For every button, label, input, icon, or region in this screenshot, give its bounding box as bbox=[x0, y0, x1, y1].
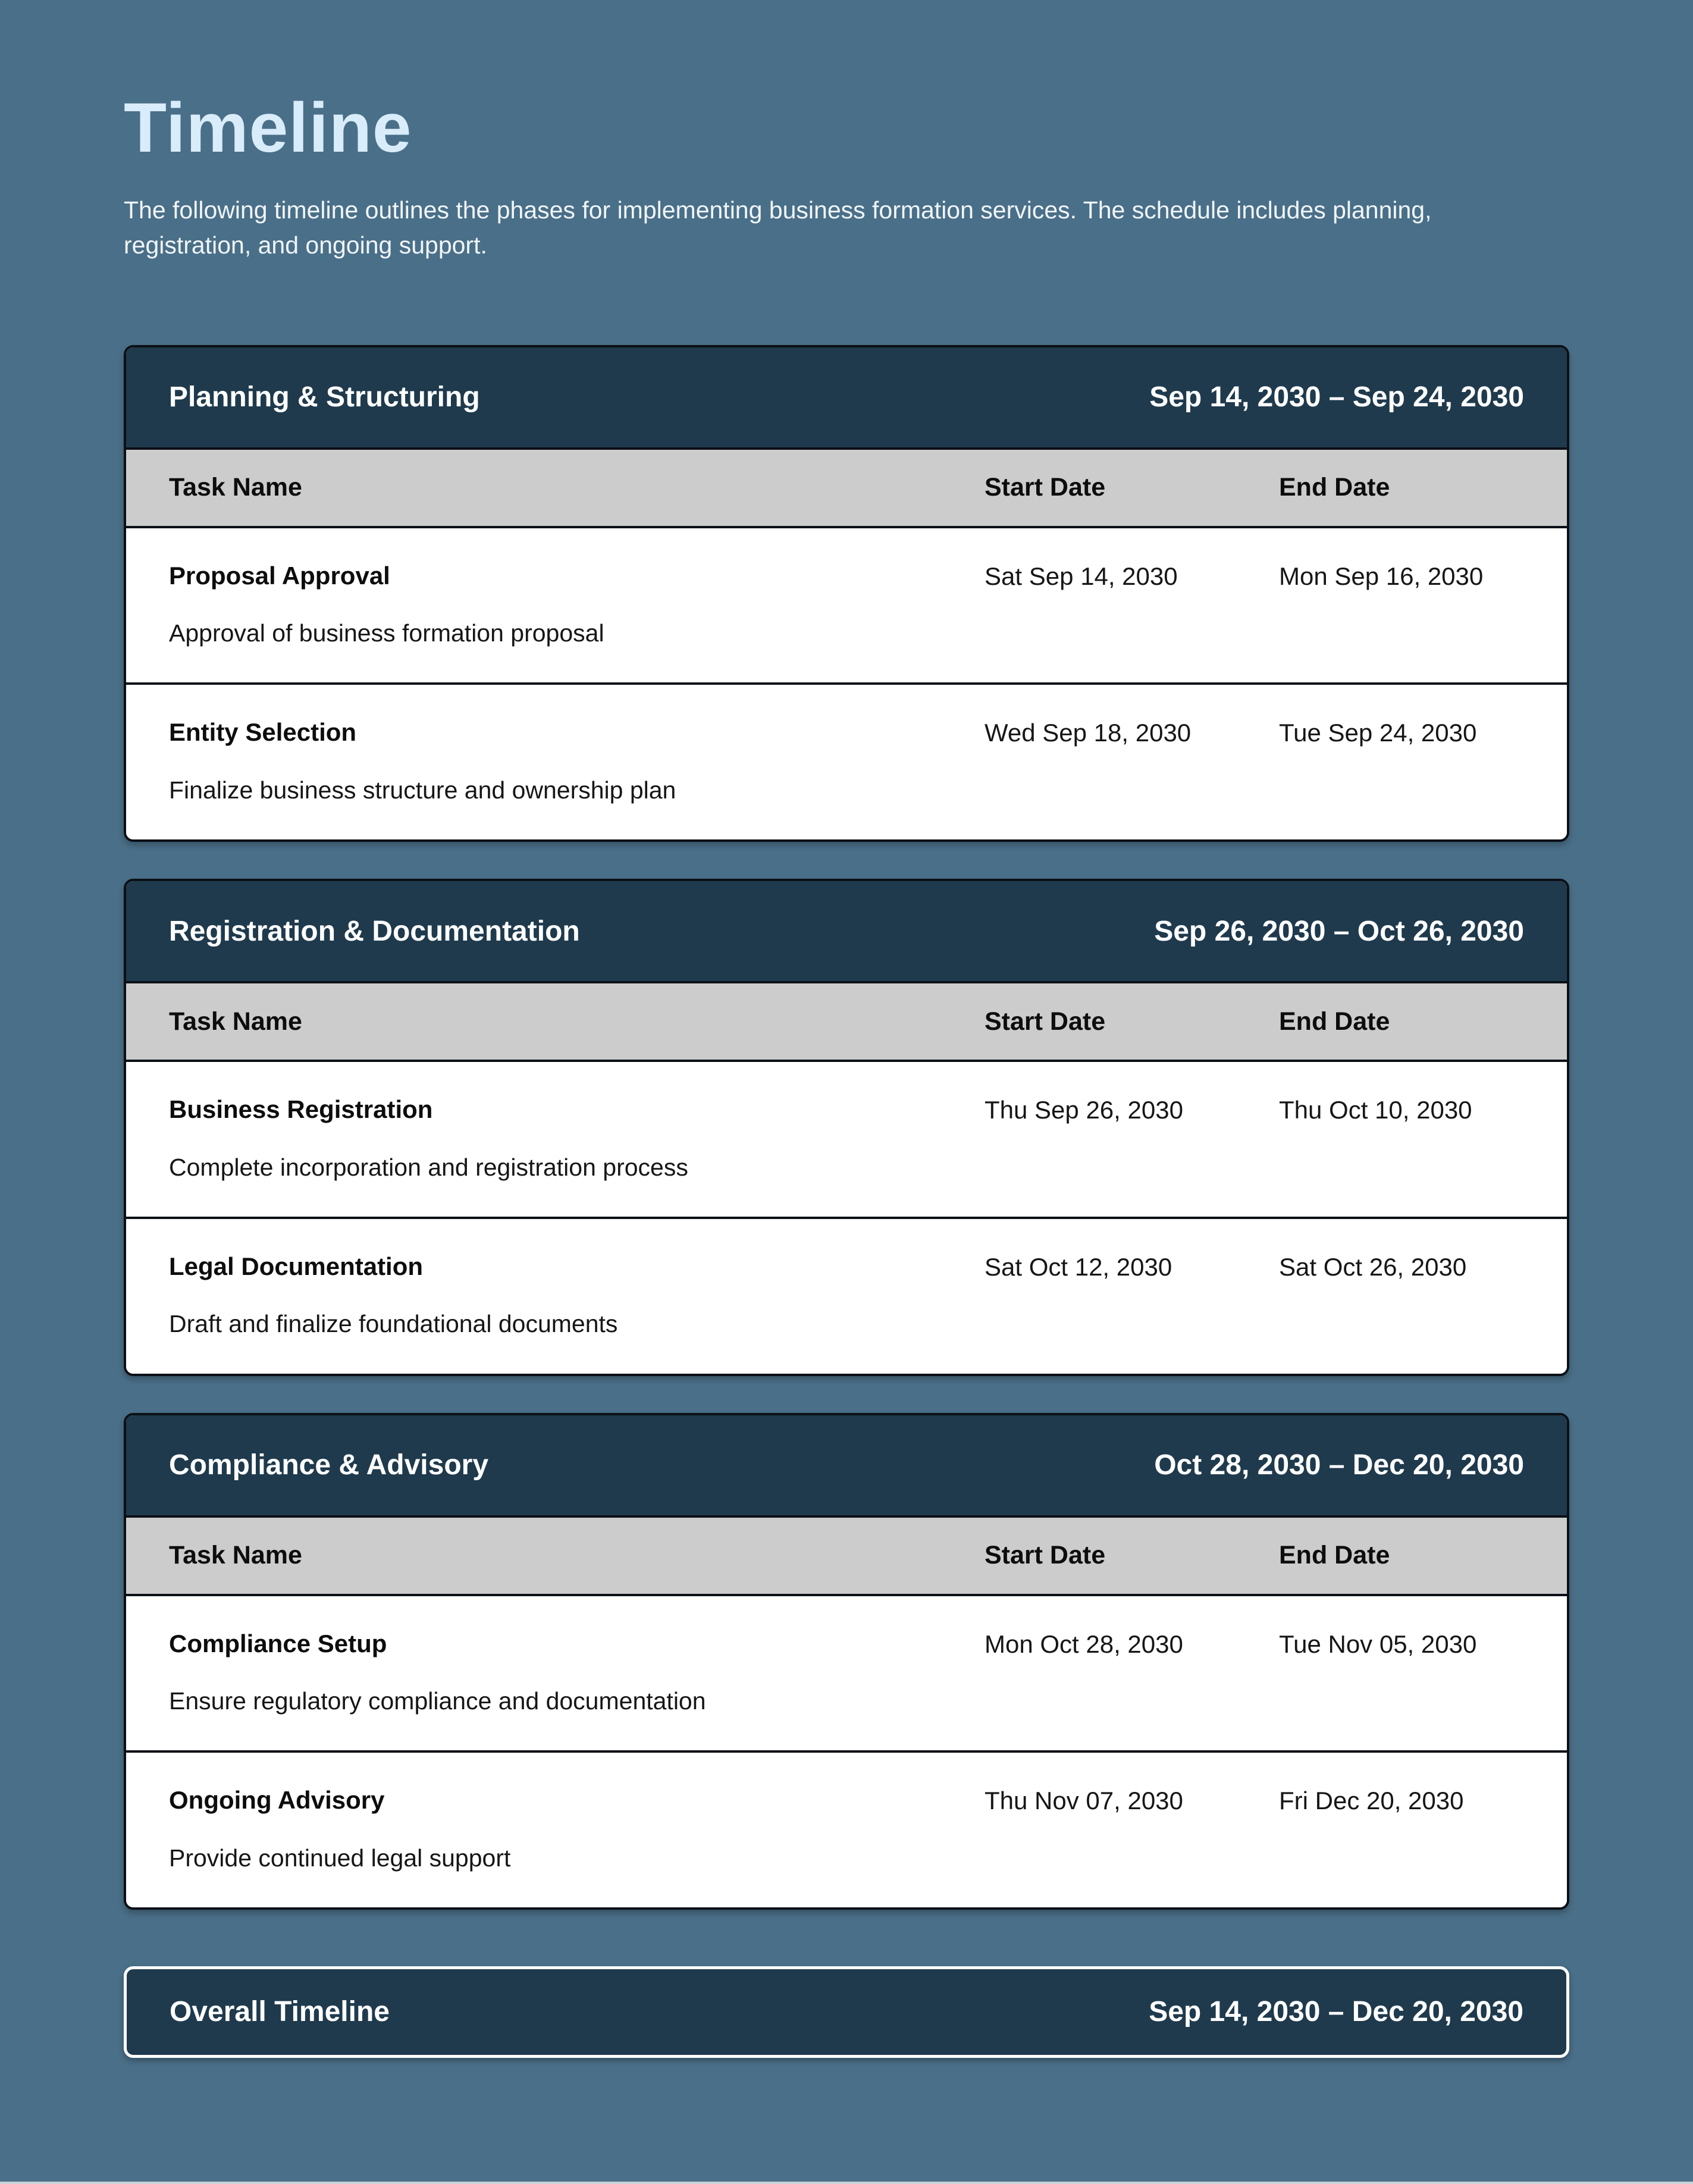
phase-name: Compliance & Advisory bbox=[169, 1449, 489, 1481]
phase-table-compliance-advisory bbox=[124, 1413, 1569, 1910]
column-start-date: Start Date bbox=[985, 1007, 1106, 1036]
column-header-row bbox=[126, 447, 1567, 528]
task-name: Proposal Approval bbox=[169, 561, 390, 590]
task-description: Draft and finalize foundational documents bbox=[169, 1310, 618, 1338]
task-name: Ongoing Advisory bbox=[169, 1786, 385, 1815]
task-end-date: Mon Sep 16, 2030 bbox=[1279, 562, 1484, 590]
task-description: Ensure regulatory compliance and documentation bbox=[169, 1687, 706, 1715]
column-start-date: Start Date bbox=[985, 1541, 1106, 1569]
phase-date-range: Sep 14, 2030 – Sep 24, 2030 bbox=[1149, 381, 1524, 413]
table-row bbox=[126, 528, 1567, 683]
task-cell bbox=[169, 1628, 985, 1716]
task-description: Approval of business formation proposal bbox=[169, 619, 604, 647]
phase-date-range: Oct 28, 2030 – Dec 20, 2030 bbox=[1154, 1449, 1524, 1481]
task-end-date: Tue Sep 24, 2030 bbox=[1279, 719, 1477, 747]
task-end-date: Fri Dec 20, 2030 bbox=[1279, 1787, 1464, 1815]
task-cell bbox=[169, 1094, 985, 1182]
column-end-date: End Date bbox=[1279, 1541, 1390, 1569]
task-cell bbox=[169, 1785, 985, 1873]
task-end-date: Sat Oct 26, 2030 bbox=[1279, 1252, 1467, 1281]
phase-name: Planning & Structuring bbox=[169, 381, 480, 413]
task-start-date: Sat Sep 14, 2030 bbox=[985, 562, 1178, 590]
column-start-date: Start Date bbox=[985, 473, 1106, 502]
table-row bbox=[126, 1217, 1567, 1374]
column-task-name: Task Name bbox=[169, 1007, 302, 1036]
task-cell bbox=[169, 717, 985, 805]
column-end-date: End Date bbox=[1279, 473, 1390, 502]
task-name: Compliance Setup bbox=[169, 1629, 387, 1657]
table-row bbox=[126, 1596, 1567, 1751]
overall-timeline-label: Overall Timeline bbox=[170, 1996, 390, 2028]
phase-table-registration-documentation bbox=[124, 879, 1569, 1375]
column-task-name: Task Name bbox=[169, 473, 302, 502]
task-description: Provide continued legal support bbox=[169, 1844, 511, 1872]
phase-header bbox=[126, 1415, 1567, 1515]
column-header-row bbox=[126, 981, 1567, 1062]
page-bottom-divider bbox=[0, 2182, 1693, 2184]
column-header-row bbox=[126, 1515, 1567, 1596]
table-row bbox=[126, 1750, 1567, 1907]
task-start-date: Wed Sep 18, 2030 bbox=[985, 719, 1192, 747]
column-task-name: Task Name bbox=[169, 1541, 302, 1569]
phase-header bbox=[126, 347, 1567, 447]
task-start-date: Sat Oct 12, 2030 bbox=[985, 1252, 1172, 1281]
task-start-date: Thu Sep 26, 2030 bbox=[985, 1096, 1183, 1124]
phase-table-planning-structuring bbox=[124, 345, 1569, 842]
task-start-date: Thu Nov 07, 2030 bbox=[985, 1787, 1183, 1815]
phase-date-range: Sep 26, 2030 – Oct 26, 2030 bbox=[1154, 915, 1524, 947]
overall-timeline-date-range: Sep 14, 2030 – Dec 20, 2030 bbox=[1149, 1996, 1523, 2028]
phase-name: Registration & Documentation bbox=[169, 915, 580, 947]
phase-header bbox=[126, 881, 1567, 981]
task-name: Legal Documentation bbox=[169, 1252, 424, 1280]
task-cell bbox=[169, 560, 985, 648]
page-title: Timeline bbox=[124, 89, 412, 167]
task-cell bbox=[169, 1251, 985, 1339]
task-name: Entity Selection bbox=[169, 718, 357, 747]
task-name: Business Registration bbox=[169, 1095, 433, 1124]
task-description: Complete incorporation and registration process bbox=[169, 1153, 688, 1181]
task-end-date: Tue Nov 05, 2030 bbox=[1279, 1630, 1477, 1658]
task-start-date: Mon Oct 28, 2030 bbox=[985, 1630, 1183, 1658]
overall-timeline-bar bbox=[124, 1966, 1569, 2058]
task-description: Finalize business structure and ownership plan bbox=[169, 776, 676, 804]
task-end-date: Thu Oct 10, 2030 bbox=[1279, 1096, 1472, 1124]
table-row bbox=[126, 1062, 1567, 1217]
column-end-date: End Date bbox=[1279, 1007, 1390, 1036]
table-row bbox=[126, 682, 1567, 839]
page-description: The following timeline outlines the phases for implementing business formation services. The schedule includes planning, registration, and ongoing support. bbox=[124, 196, 1432, 259]
